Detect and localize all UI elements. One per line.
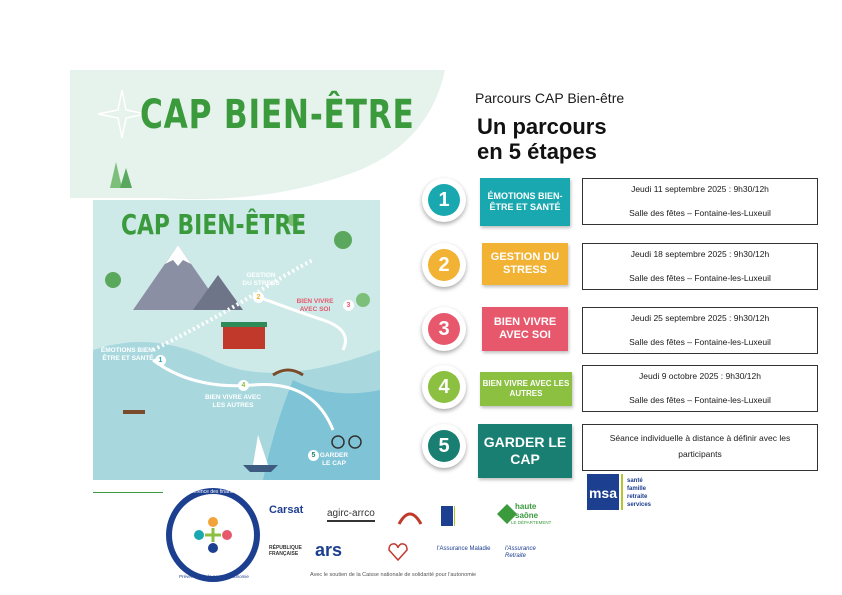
agirc-arrco-logo: agirc-arrco	[327, 508, 375, 522]
map-label-4: BIEN VIVRE AVEC LES AUTRES	[205, 394, 261, 409]
headline-line-2: en 5 étapes	[477, 139, 597, 164]
step-1-tag: ÉMOTIONS BIEN-ÊTRE ET SANTÉ	[480, 178, 570, 226]
headline-line-1: Un parcours	[477, 114, 607, 139]
illustrated-map	[93, 200, 380, 480]
msa-tagline-4: services	[627, 502, 652, 508]
step-5-number: 5	[428, 430, 460, 462]
msa-tagline-1: santé	[627, 478, 643, 484]
conference-financeurs-logo	[165, 488, 265, 583]
assurance-maladie-logo: l'Assurance Maladie	[437, 546, 491, 552]
step-2-badge	[422, 243, 466, 287]
step-1-number: 1	[428, 184, 460, 216]
step-1-details	[582, 178, 818, 225]
haute-saone-subtitle: LE DÉPARTEMENT	[511, 520, 552, 525]
conference-title: Conférence des financeurs	[183, 489, 243, 495]
step-3	[420, 305, 820, 359]
step-5-badge	[422, 424, 466, 468]
ars-logo: ars	[315, 540, 343, 560]
map-illustration	[93, 200, 380, 480]
map-label-3: BIEN VIVRE AVEC SOI	[296, 298, 334, 313]
step-2-number: 2	[428, 249, 460, 281]
step-1-badge	[422, 178, 466, 222]
step-3-place: Salle des fêtes – Fontaine-les-Luxeuil	[629, 337, 771, 347]
msa-mark-text: msa	[588, 485, 618, 501]
agence-logo	[395, 504, 425, 528]
map-label-2: GESTION DU STRESS	[242, 272, 280, 287]
step-4-tag: BIEN VIVRE AVEC LES AUTRES	[480, 372, 572, 406]
step-4-badge	[422, 365, 466, 409]
map-divider	[93, 492, 163, 493]
step-4	[420, 363, 820, 417]
assurance-retraite-logo: l'Assurance Retraite	[505, 546, 536, 559]
conference-subtitle: Prévention de la perte d'autonomie	[179, 574, 249, 579]
msa-logo	[587, 474, 663, 510]
msa-tagline-2: famille	[627, 486, 647, 492]
map-number-2: 2	[253, 292, 264, 303]
partners-logos	[165, 488, 555, 583]
msa-small-logo	[441, 506, 465, 526]
step-2-place: Salle des fêtes – Fontaine-les-Luxeuil	[629, 273, 771, 283]
step-5-tag: GARDER LE CAP	[478, 424, 572, 478]
brand-title: CAP BIEN-ÊTRE	[140, 92, 415, 138]
carsat-logo: Carsat	[269, 504, 304, 516]
map-number-3: 3	[343, 300, 354, 311]
step-1	[420, 176, 820, 230]
step-1-date: Jeudi 11 septembre 2025 : 9h30/12h	[631, 184, 769, 194]
step-3-details	[582, 307, 818, 354]
step-4-details	[582, 365, 818, 412]
step-2	[420, 241, 820, 295]
step-2-date: Jeudi 18 septembre 2025 : 9h30/12h	[630, 249, 770, 259]
step-3-tag: BIEN VIVRE AVEC SOI	[482, 307, 568, 351]
step-5-details	[582, 424, 818, 471]
republique-francaise-logo: RÉPUBLIQUE FRANÇAISE	[269, 545, 302, 557]
map-label-5: GARDER LE CAP	[319, 452, 349, 467]
map-number-4: 4	[238, 380, 249, 391]
step-1-place: Salle des fêtes – Fontaine-les-Luxeuil	[629, 208, 771, 218]
msa-logo-mark	[587, 474, 663, 510]
step-4-place: Salle des fêtes – Fontaine-les-Luxeuil	[629, 395, 771, 405]
map-label-1: ÉMOTIONS BIEN-ÊTRE ET SANTÉ	[100, 347, 156, 362]
page-subtitle: Parcours CAP Bien-être	[475, 90, 625, 106]
msa-tagline-3: retraite	[627, 494, 648, 500]
step-5-date: Séance individuelle à distance à définir avec les participants	[609, 433, 791, 460]
step-2-details	[582, 243, 818, 290]
page-headline	[477, 114, 607, 164]
map-number-1: 1	[155, 355, 166, 366]
step-4-number: 4	[428, 371, 460, 403]
step-4-date: Jeudi 9 octobre 2025 : 9h30/12h	[639, 371, 761, 381]
map-title: CAP BIEN-ÊTRE	[121, 208, 307, 241]
step-3-number: 3	[428, 313, 460, 345]
footer-note: Avec le soutien de la Caisse nationale de solidarité pour l'autonomie	[310, 572, 477, 578]
step-5	[420, 422, 820, 476]
map-number-5: 5	[308, 450, 319, 461]
heart-icon	[387, 540, 409, 562]
step-3-date: Jeudi 25 septembre 2025 : 9h30/12h	[630, 313, 770, 323]
haute-saone-logo: haute saône	[515, 502, 539, 521]
step-3-badge	[422, 307, 466, 351]
step-2-tag: GESTION DU STRESS	[482, 243, 568, 285]
